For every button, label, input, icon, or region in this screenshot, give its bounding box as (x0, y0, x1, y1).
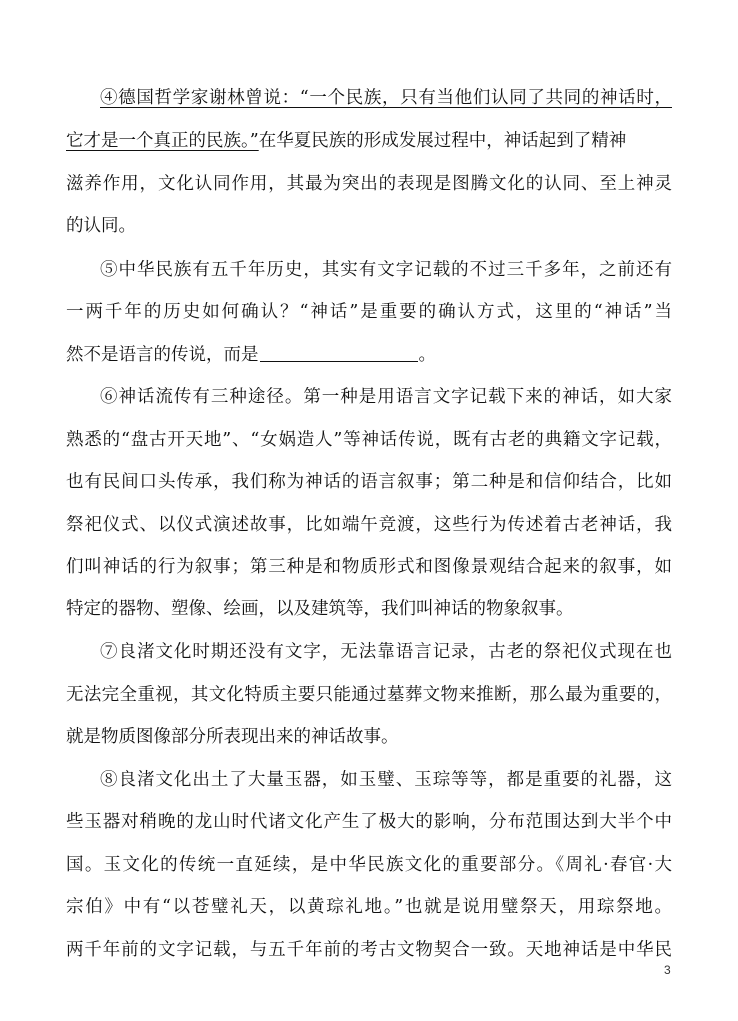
paragraph-text: 。 (418, 345, 436, 365)
paragraph-line: ⑥神话流传有三种途径。第一种是用语言文字记载下来的神话，如大家 (100, 387, 672, 407)
paragraph-line: 一两千年的历史如何确认？“神话”是重要的确认方式，这里的“神话”当 (66, 302, 672, 322)
paragraph-line: 们叫神话的行为叙事；第三种是和物质形式和图像景观结合起来的叙事，如 (66, 557, 672, 577)
paragraph-line: 特定的器物、塑像、绘画，以及建筑等，我们叫神话的物象叙事。 (66, 599, 574, 619)
paragraph-line: 就是物质图像部分所表现出来的神话故事。 (66, 727, 399, 747)
paragraph-line: ⑧良渚文化出土了大量玉器，如玉璧、玉琮等等，都是重要的礼器，这 (100, 770, 672, 790)
page-number: 3 (664, 963, 671, 977)
paragraph-line: 祭祀仪式、以仪式演述故事，比如端午竞渡，这些行为传述着古老神话，我 (66, 515, 672, 535)
paragraph-text: 在华夏民族的形成发展过程中，神话起到了精神 (258, 131, 627, 151)
paragraph-text: 然不是语言的传说，而是 (66, 345, 259, 365)
paragraph-line: 也有民间口头传承，我们称为神话的语言叙事；第二种是和信仰结合，比如 (66, 472, 672, 492)
paragraph-line (66, 343, 672, 367)
paragraph-line: ⑤中华民族有五千年历史，其实有文字记载的不过三千多年，之前还有 (100, 260, 672, 280)
paragraph-line: ④德国哲学家谢林曾说：“一个民族，只有当他们认同了共同的神话时， (100, 88, 672, 108)
paragraph-line: 两千年前的文字记载，与五千年前的考古文物契合一致。天地神话是中华民 (66, 940, 672, 960)
paragraph-line: 些玉器对稍晚的龙山时代诸文化产生了极大的影响，分布范围达到大半个中 (66, 812, 672, 832)
underlined-quote: 它才是一个真正的民族。” (66, 131, 259, 151)
paragraph-line: 的认同。 (66, 216, 136, 236)
paragraph-line: 无法完全重视，其文化特质主要只能通过墓葬文物来推断，那么最为重要的， (66, 685, 672, 705)
paragraph-line: 滋养作用，文化认同作用，其最为突出的表现是图腾文化的认同、至上神灵 (66, 174, 672, 194)
paragraph-line: ⑦良渚文化时期还没有文字，无法靠语言记录，古老的祭祀仪式现在也 (100, 642, 672, 662)
paragraph-line: 宗伯》中有“以苍璧礼天，以黄琮礼地。”也就是说用璧祭天，用琮祭地。 (66, 897, 672, 917)
paragraph-line (66, 129, 672, 153)
paragraph-line: 国。玉文化的传统一直延续，是中华民族文化的重要部分。《周礼·春官·大 (66, 855, 672, 875)
fill-in-blank[interactable] (260, 345, 418, 362)
paragraph-line: 熟悉的“盘古开天地”、“女娲造人”等神话传说，既有古老的典籍文字记载， (66, 430, 672, 450)
